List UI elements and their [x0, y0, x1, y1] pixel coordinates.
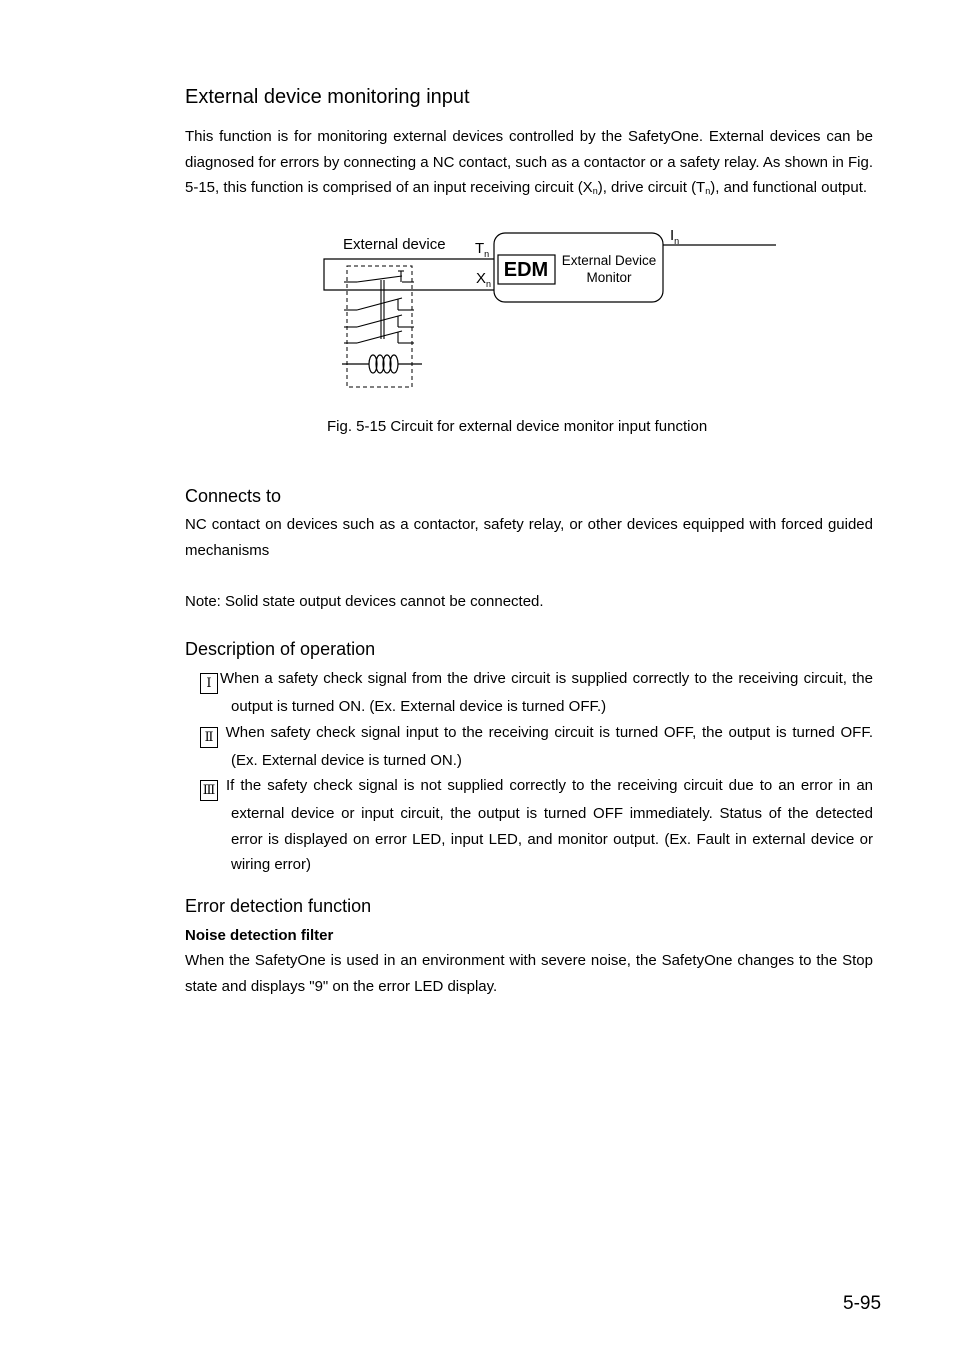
- operation-item: [200, 720, 873, 774]
- noise-filter-subheading: Noise detection filter: [185, 927, 334, 944]
- intro-text-part1: This function is for monitoring external devices controlled by the SafetyOne. External devices can be diagnosed for errors by connecting a NC contact, such as a contactor or a safety relay. As shown in Fig. 5-15, this function is comprised of an input receiving circuit (X: [185, 128, 873, 197]
- error-detection-text: When the SafetyOne is used in an environment with severe noise, the SafetyOne changes to the Stop state and displays "9" on the error LED display.: [185, 952, 873, 995]
- operation-heading: Description of operation: [185, 639, 376, 659]
- roman-numeral-2: Ⅱ: [200, 727, 218, 748]
- operation-item-text: When safety check signal input to the receiving circuit is turned OFF, the output is turned OFF. (Ex. External device is turned ON.): [220, 723, 873, 769]
- intro-text-part2: ), drive circuit (T: [597, 179, 706, 197]
- wiring-loop: [324, 259, 494, 290]
- operation-item-text: When a safety check signal from the drive circuit is supplied correctly to the receiving circuit, the output is turned ON. (Ex. External device is turned OFF.): [220, 670, 873, 715]
- relay-coil: [342, 355, 422, 373]
- operation-item: [200, 773, 873, 878]
- section-title: External device monitoring input: [185, 86, 470, 108]
- intro-sub-x: n: [592, 186, 598, 197]
- intro-text-part3: ), and functional output.: [710, 179, 868, 197]
- connects-to-text: NC contact on devices such as a contactor, safety relay, or other devices equipped with forced guided mechanisms: [185, 516, 873, 559]
- external-device-label: External device: [343, 236, 446, 253]
- figure-caption: Fig. 5-15 Circuit for external device monitor input function: [327, 418, 708, 435]
- operation-list: [200, 666, 873, 878]
- connects-to-note: Note: Solid state output devices cannot be connected.: [185, 593, 544, 610]
- edm-label: EDM: [503, 259, 549, 281]
- error-detection-heading: Error detection function: [185, 896, 372, 916]
- operation-item: [200, 666, 873, 720]
- t-label: $T_n$: [475, 240, 490, 259]
- i-label: $I_n$: [670, 227, 680, 246]
- monitor-label-line1: External Device: [561, 253, 657, 268]
- intro-paragraph: [185, 124, 873, 201]
- connects-to-heading: Connects to: [185, 486, 282, 506]
- intro-sub-t: n: [705, 186, 711, 197]
- x-label: $X_n$: [476, 270, 492, 289]
- edm-circuit-diagram: [320, 226, 790, 396]
- roman-numeral-3: Ⅲ: [200, 780, 218, 801]
- monitor-label-line2: Monitor: [586, 270, 632, 285]
- page-number: 5-95: [843, 1293, 882, 1314]
- contact-set: [344, 271, 414, 343]
- roman-numeral-1: Ⅰ: [200, 673, 218, 694]
- operation-item-text: If the safety check signal is not supplied correctly to the receiving circuit due to an error in an external device or input circuit, the output is turned OFF immediately. Status of the detected error is displayed on error LED, input LED, and monitor output. (Ex. Fault in external device or wiring error): [220, 777, 873, 874]
